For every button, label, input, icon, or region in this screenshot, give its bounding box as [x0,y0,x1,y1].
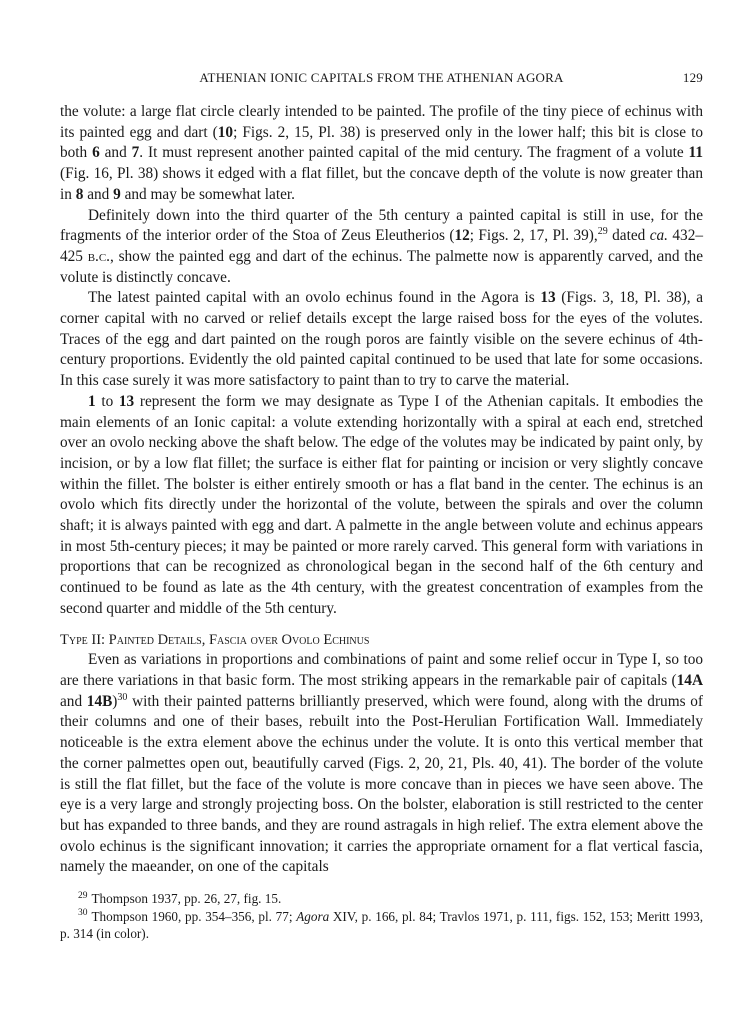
footnote-29: $^{29}$ Thompson 1937, pp. 26, 27, fig. 15. [78,890,282,907]
page-number: 129 [682,70,703,85]
paragraph-3: The latest painted capital with an ovolo echinus found in the Agora is 13 (Figs. 3, 18, Pl. 38), a corner capital with no carved or relief details except the large raised boss for the eyes of the volutes. Traces of the egg and dart painted on the rough poros are faintly visible on the severe echinus of 4th-century proportions. Evidently the old painted capital continued to be used that late for some occasions. In this case surely it was more satisfactory to paint than to try to carve the material. [60,289,704,390]
footnote-ref-30[interactable]: 30 [117,691,128,703]
running-header [60,70,703,86]
paragraph-1: the volute: a large flat circle clearly intended to be painted. The profile of the tiny piece of echinus with its painted egg and dart (10; Figs. 2, 15, Pl. 38) is preserved only in the lower half; this bit is close to both 6 and 7. It must represent another painted capital of the mid century. The fragment of a volute 11 (Fig. 16, Pl. 38) shows it edged with a flat fillet, but the concave depth of the volute is now greater than in 8 and 9 and may be somewhat later. [60,103,703,203]
paragraph-5: Even as variations in proportions and combinations of paint and some relief occur in Type I, so too are there variations in that basic form. The most striking appears in the remarkable pair of capitals (14A and 14B)$^{30}$ with their painted patterns brilliantly preserved, which were found, along with the drums of their columns and one of their bases, rebuilt into the Post-Herulian Fortification Wall. Immediately noticeable is the extra element above the echinus under the volute. It is onto this vertical member that the corner palmettes open out, beautifully carved (Figs. 2, 20, 21, Pls. 40, 41). The border of the volute is still the flat fillet, but the face of the volute is more concave than in pieces we have seen above. The eye is a very large and strongly projecting boss. On the bolster, elaboration is still restricted to the center but has expanded to three bands, and they are round astragals in high relief. The extra element above the ovolo echinus is the significant innovation; it carries the appropriate ornament for a flat vertical fascia, namely the maeander, on one of the capitals [60,651,703,876]
section-heading: Type II: Painted Details, Fascia over Ovolo Echinus [60,631,370,648]
paragraph-4: 1 to 13 represent the form we may designate as Type I of the Athenian capitals. It embodies the main elements of an Ionic capital: a volute extending horizontally with a spiral at each end, stretched over an ovolo necking above the shaft below. The edge of the volutes may be indicated by paint only, by incision, or by a low flat fillet; the surface is either flat for painting or incision or very slightly concave within the fillet. The bolster is either entirely smooth or has a flat band in the center. The echinus is an ovolo which fits directly under the horizontal of the volute, between the spirals and over the column shaft; it is always painted with egg and dart. A palmette in the angle between volute and echinus appears in most 5th-century pieces; it may be painted or more rarely carved. This general form with variations in proportions that can be recognized as chronological began in the second half of the 6th century and continued to be found as late as the 4th century, with the greatest concentration of examples from the second quarter and middle of the 5th century. [60,392,704,617]
running-title: ATHENIAN IONIC CAPITALS FROM THE ATHENIAN AGORA [199,70,564,85]
footnote-30: $^{30}$ Thompson 1960, pp. 354–356, pl. 77; Agora XIV, p. 166, pl. 84; Travlos 1971, p. 111, figs. 152, 153; Meritt 1993, p. 314 (in color). [60,908,704,942]
footnote-ref-29[interactable]: 29 [597,226,608,238]
body-text [60,102,703,878]
paragraph-2: Definitely down into the third quarter of the 5th century a painted capital is still in use, for the fragments of the interior order of the Stoa of Zeus Eleutherios (12; Figs. 2, 17, Pl. 39),$^{29}$ dated ca. 432–425 b.c., show the painted egg and dart of the echinus. The palmette now is apparently carved, and the volute is distinctly concave. [60,206,703,286]
footnotes [60,890,703,943]
page [60,70,703,943]
